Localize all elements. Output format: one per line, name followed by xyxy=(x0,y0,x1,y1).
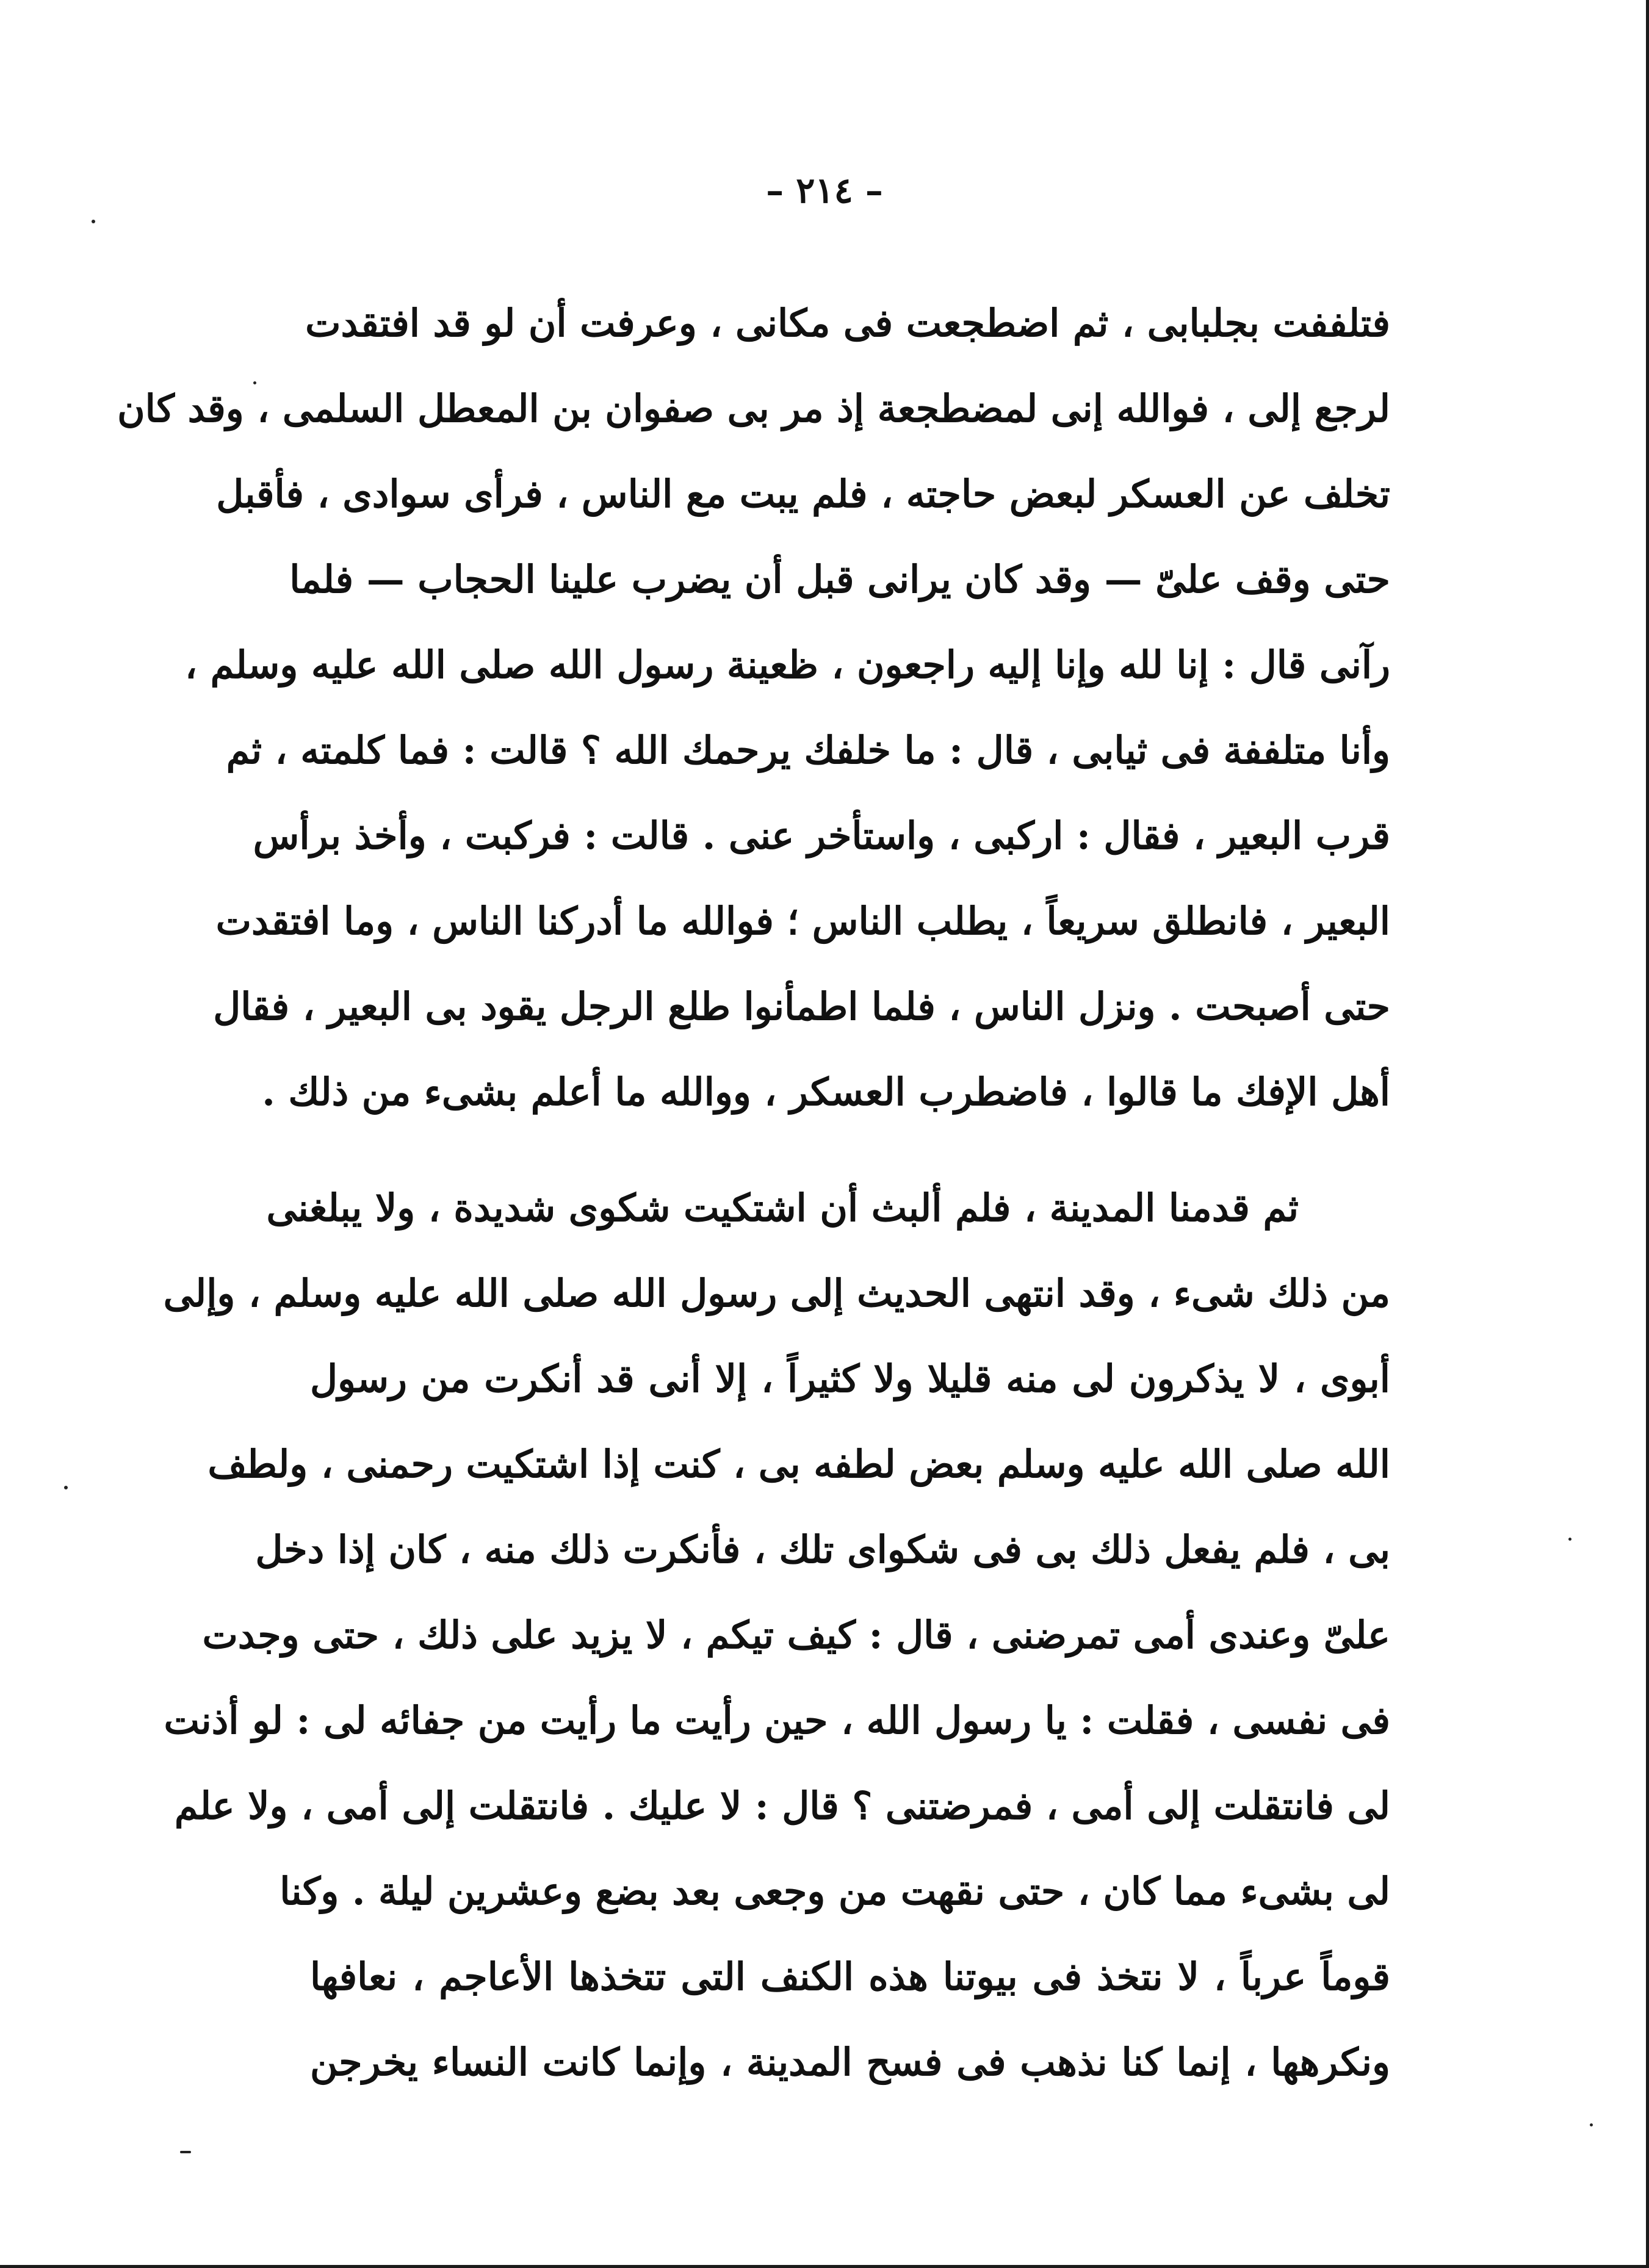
text-line: قرب البعير ، فقال : اركبى ، واستأخر عنى . قالت : فركبت ، وأخذ برأس xyxy=(253,813,1390,858)
text-line: حتى وقف علىّ — وقد كان يرانى قبل أن يضرب علينا الحجاب — فلما xyxy=(289,557,1390,602)
paragraph-1 xyxy=(117,281,1390,1135)
scan-speck xyxy=(180,2151,191,2153)
scan-border-bottom xyxy=(0,2265,1649,2268)
text-line: أهل الإفك ما قالوا ، فاضطرب العسكر ، ووالله ما أعلم بشىء من ذلك . xyxy=(262,1070,1390,1114)
scan-speck xyxy=(1568,1538,1571,1541)
paragraph-2 xyxy=(163,1165,1390,2105)
text-line: البعير ، فانطلق سريعاً ، يطلب الناس ؛ فوالله ما أدركنا الناس ، وما افتقدت xyxy=(215,899,1390,943)
text-line: ونكرهها ، إنما كنا نذهب فى فسح المدينة ، وإنما كانت النساء يخرجن xyxy=(310,2040,1390,2084)
text-line: رآنى قال : إنا لله وإنا إليه راجعون ، ظعينة رسول الله صلى الله عليه وسلم ، xyxy=(185,643,1390,687)
text-line: لرجع إلى ، فوالله إنى لمضطجعة إذ مر بى صفوان بن المعطل السلمى ، وقد كان xyxy=(117,386,1390,431)
scan-speck xyxy=(64,1486,68,1489)
text-line: فى نفسى ، فقلت : يا رسول الله ، حين رأيت ما رأيت من جفائه لى : لو أذنت xyxy=(164,1698,1390,1743)
text-line: لى فانتقلت إلى أمى ، فمرضتنى ؟ قال : لا عليك . فانتقلت إلى أمى ، ولا علم xyxy=(174,1784,1390,1828)
text-line: بى ، فلم يفعل ذلك بى فى شكواى تلك ، فأنكرت ذلك منه ، كان إذا دخل xyxy=(255,1527,1390,1572)
text-line: قوماً عرباً ، لا نتخذ فى بيوتنا هذه الكنف التى تتخذها الأعاجم ، نعافها xyxy=(310,1954,1390,1999)
text-line: فتلففت بجلبابى ، ثم اضطجعت فى مكانى ، وعرفت أن لو قد افتقدت xyxy=(305,301,1390,345)
text-line: علىّ وعندى أمى تمرضنى ، قال : كيف تيكم ، لا يزيد على ذلك ، حتى وجدت xyxy=(202,1613,1390,1657)
text-line: ثم قدمنا المدينة ، فلم ألبث أن اشتكيت شكوى شديدة ، ولا يبلغنى xyxy=(266,1186,1299,1230)
scan-border-right xyxy=(1646,0,1649,2268)
scan-speck xyxy=(1590,2123,1593,2126)
text-line: لى بشىء مما كان ، حتى نقهت من وجعى بعد بضع وعشرين ليلة . وكنا xyxy=(280,1869,1390,1913)
text-line: حتى أصبحت . ونزل الناس ، فلما اطمأنوا طلع الرجل يقود بى البعير ، فقال xyxy=(213,984,1390,1029)
scan-speck xyxy=(92,220,95,223)
text-line: الله صلى الله عليه وسلم بعض لطفه بى ، كنت إذا اشتكيت رحمنى ، ولطف xyxy=(207,1442,1390,1486)
text-line: وأنا متلففة فى ثيابى ، قال : ما خلفك يرحمك الله ؟ قالت : فما كلمته ، ثم xyxy=(226,728,1390,772)
page-number: – ٢١٤ – xyxy=(766,170,883,211)
text-line: من ذلك شىء ، وقد انتهى الحديث إلى رسول الله صلى الله عليه وسلم ، وإلى xyxy=(163,1271,1390,1316)
text-line: تخلف عن العسكر لبعض حاجته ، فلم يبت مع الناس ، فرأى سوادى ، فأقبل xyxy=(216,472,1390,516)
text-line: أبوى ، لا يذكرون لى منه قليلا ولا كثيراً ، إلا أنى قد أنكرت من رسول xyxy=(310,1356,1390,1401)
